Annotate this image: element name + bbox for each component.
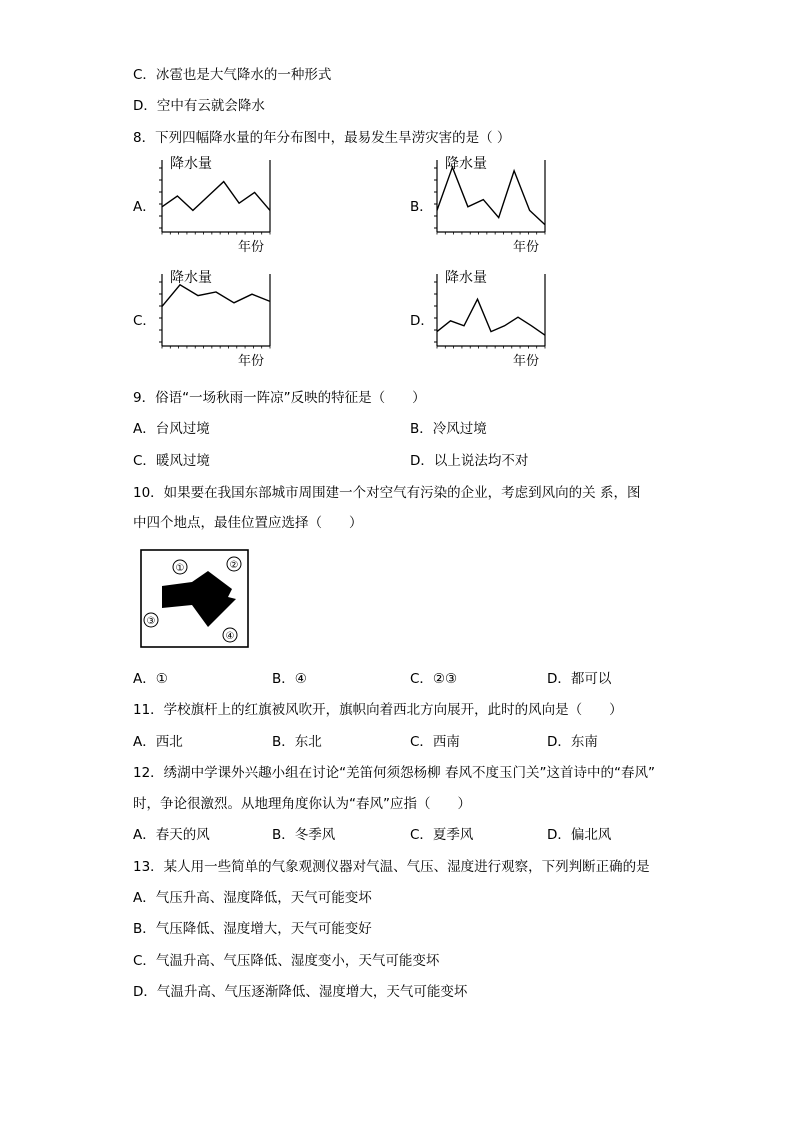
- y-axis-label: 降水量: [170, 156, 212, 172]
- q10-option-d: D．都可以: [547, 671, 612, 687]
- x-axis-label: 年份: [513, 354, 540, 368]
- q7-option-d: D．空中有云就会降水: [133, 98, 265, 114]
- q11-option-d: D．东南: [547, 734, 598, 750]
- svg-text:③: ③: [146, 616, 156, 627]
- q10-city-map: [140, 549, 250, 649]
- q13-option-b: B．气压降低、湿度增大，天气可能变好: [133, 921, 372, 937]
- q12-option-b: B．冬季风: [272, 827, 336, 843]
- precipitation-line: [162, 182, 270, 211]
- q8-stem: 8．下列四幅降水量的年分布图中，最易发生旱涝灾害的是（ ）: [133, 130, 511, 146]
- q12-option-a: A．春天的风: [133, 827, 210, 843]
- precipitation-line: [437, 167, 545, 225]
- q10-stem-line1: 10．如果要在我国东部城市周围建一个对空气有污染的企业，考虑到风向的关 系，图: [133, 485, 641, 501]
- x-axis-label: 年份: [238, 354, 265, 368]
- q11-option-a: A．西北: [133, 734, 183, 750]
- q12-option-d: D．偏北风: [547, 827, 612, 843]
- precipitation-line: [162, 285, 270, 307]
- x-axis-label: 年份: [513, 240, 540, 254]
- q8-chart-d: [425, 264, 555, 368]
- q10-stem-line2: 中四个地点，最佳位置应选择（ ）: [133, 515, 363, 531]
- q8-chart-a-letter: A．: [133, 199, 156, 215]
- svg-text:②: ②: [229, 560, 239, 571]
- precipitation-line: [437, 299, 545, 335]
- y-axis-label: 降水量: [445, 156, 487, 172]
- q10-option-a: A．①: [133, 671, 168, 687]
- svg-text:④: ④: [225, 631, 235, 642]
- q13-option-a: A．气压升高、湿度降低，天气可能变坏: [133, 890, 372, 906]
- q9-option-b: B．冷风过境: [410, 421, 487, 437]
- q8-chart-b-letter: B．: [410, 199, 433, 215]
- q12-option-c: C．夏季风: [410, 827, 474, 843]
- q8-chart-c: [150, 264, 280, 368]
- x-axis-label: 年份: [238, 240, 265, 254]
- q13-option-c: C．气温升高、气压降低、湿度变小，天气可能变坏: [133, 953, 440, 969]
- q11-stem: 11．学校旗杆上的红旗被风吹开，旗帜向着西北方向展开，此时的风向是（ ）: [133, 702, 623, 718]
- q11-option-b: B．东北: [272, 734, 322, 750]
- y-axis-label: 降水量: [445, 270, 487, 286]
- q10-option-b: B．④: [272, 671, 307, 687]
- q9-option-d: D．以上说法均不对: [410, 453, 529, 469]
- q11-option-c: C．西南: [410, 734, 460, 750]
- q8-chart-c-letter: C．: [133, 313, 156, 329]
- q8-chart-d-letter: D．: [410, 313, 434, 329]
- q7-option-c: C．冰雹也是大气降水的一种形式: [133, 67, 332, 83]
- q9-option-a: A．台风过境: [133, 421, 210, 437]
- q8-chart-a: [150, 150, 280, 254]
- q13-stem: 13．某人用一些简单的气象观测仪器对气温、气压、湿度进行观察，下列判断正确的是: [133, 859, 650, 875]
- q9-option-c: C．暖风过境: [133, 453, 210, 469]
- y-axis-label: 降水量: [170, 270, 212, 286]
- q13-option-d: D．气温升高、气压逐渐降低、湿度增大，天气可能变坏: [133, 984, 468, 1000]
- q9-stem: 9．俗语“一场秋雨一阵凉”反映的特征是（ ）: [133, 390, 426, 406]
- q8-chart-b: [425, 150, 555, 254]
- q12-stem-line1: 12．绣湖中学课外兴趣小组在讨论“羌笛何须怨杨柳 春风不度玉门关”这首诗中的“春风”: [133, 765, 655, 781]
- q12-stem-line2: 时，争论很激烈。从地理角度你认为“春风”应指（ ）: [133, 796, 471, 812]
- svg-text:①: ①: [175, 563, 185, 574]
- q10-option-c: C．②③: [410, 671, 458, 687]
